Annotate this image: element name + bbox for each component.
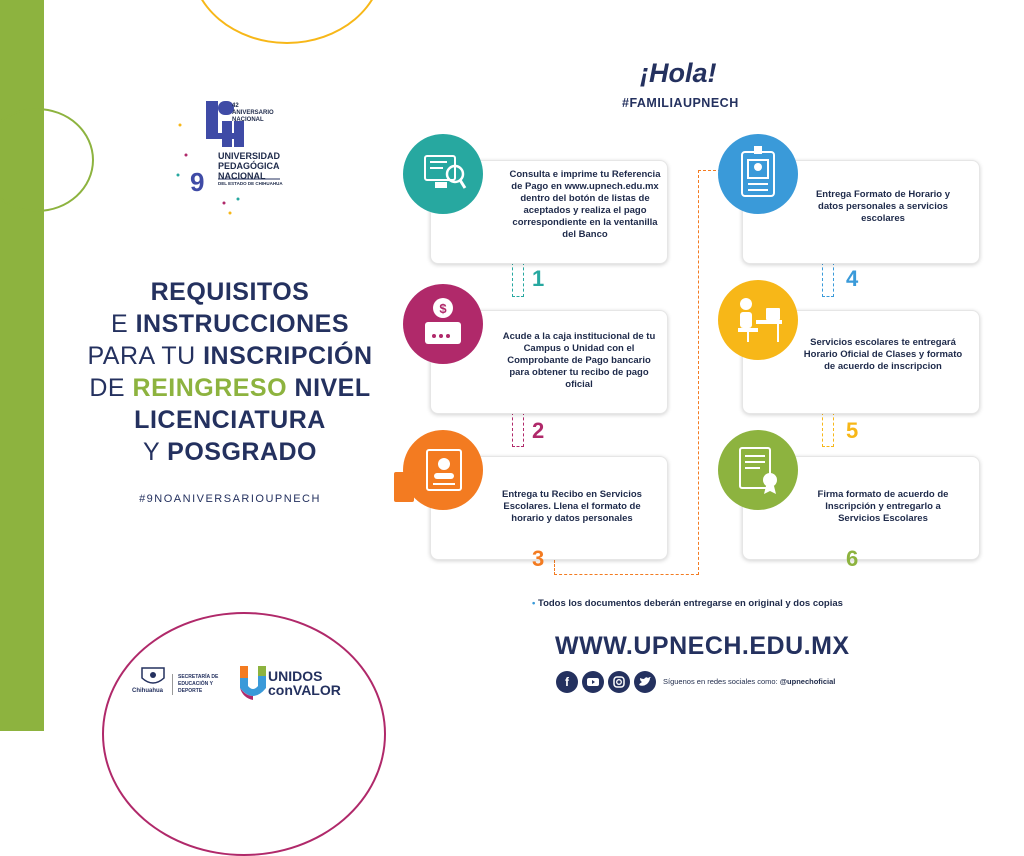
step-number: 1 bbox=[532, 266, 545, 291]
logo-name-line1: UNIVERSIDAD bbox=[218, 151, 281, 161]
title-word: PARA TU bbox=[87, 342, 204, 370]
title-word: REQUISITOS bbox=[150, 278, 310, 306]
payment-card-icon bbox=[403, 284, 483, 364]
title-word: NIVEL bbox=[287, 374, 371, 402]
logo-state-text: DEL ESTADO DE CHIHUAHUA bbox=[218, 181, 283, 186]
con-valor-text: conVALOR bbox=[268, 682, 341, 698]
decorative-yellow-circle bbox=[190, 0, 384, 44]
step-text: Servicios escolares te entregará Horario Oficial de Clases y formato de acuerdo de inscripcion bbox=[803, 337, 963, 372]
greeting-heading: ¡Hola! bbox=[640, 58, 717, 88]
instagram-icon[interactable] bbox=[608, 671, 630, 693]
step-icon-circle bbox=[403, 430, 483, 510]
id-badge-icon bbox=[718, 134, 798, 214]
connector-line bbox=[512, 412, 524, 447]
title-word: INSTRUCCIONES bbox=[135, 310, 350, 338]
title-word: E bbox=[110, 310, 136, 338]
certificate-icon bbox=[718, 430, 798, 510]
social-follow-text bbox=[663, 677, 835, 686]
step-number: 6 bbox=[846, 546, 859, 571]
title-word: POSGRADO bbox=[167, 438, 318, 466]
title-word: REINGRESO bbox=[132, 374, 288, 402]
step-text: Entrega tu Recibo en Servicios Escolares. Llena el formato de horario y datos personales bbox=[502, 489, 642, 524]
step-icon-circle bbox=[718, 280, 798, 360]
connector-line bbox=[822, 262, 834, 297]
logo-nine-years: 9 bbox=[190, 167, 205, 197]
gov-secretary-name: SECRETARÍA DE EDUCACIÓN Y DEPORTE bbox=[172, 674, 238, 695]
title-word: INSCRIPCIÓN bbox=[203, 342, 373, 370]
logo-name-line2: PEDAGÓGICA bbox=[218, 161, 280, 171]
step-text: Entrega Formato de Horario y datos personales a servicios escolares bbox=[815, 189, 951, 224]
step-text: Consulta e imprime tu Referencia de Pago en www.upnech.edu.mx dentro del botón de listas de aceptados y realiza el pago correspondiente en la ventanilla del Banco bbox=[509, 169, 661, 240]
title-word: Y bbox=[142, 438, 168, 466]
facebook-icon[interactable]: f bbox=[556, 671, 578, 693]
step-number: 5 bbox=[846, 418, 859, 443]
website-link[interactable]: WWW.UPNECH.EDU.MX bbox=[555, 632, 850, 660]
logo-name-line3: NACIONAL bbox=[218, 171, 266, 181]
chihuahua-government-logo bbox=[130, 666, 230, 706]
step-icon-circle bbox=[403, 134, 483, 214]
title-word: DE bbox=[89, 374, 133, 402]
step-text: Acude a la caja institucional de tu Campus o Unidad con el Comprobante de Pago bancario para obtener tu recibo de pago oficial bbox=[502, 331, 656, 390]
family-hashtag: #FAMILIAUPNECH bbox=[622, 96, 739, 110]
anniversary-hashtag: #9NOANIVERSARIOUPNECH bbox=[139, 493, 321, 505]
upn-anniversary-logo bbox=[170, 95, 290, 220]
step-number: 2 bbox=[532, 418, 545, 443]
social-prefix: Síguenos en redes sociales como: bbox=[663, 677, 780, 686]
shield-icon bbox=[138, 666, 168, 688]
connector-line bbox=[698, 170, 741, 575]
step-number: 3 bbox=[532, 546, 545, 571]
connector-line bbox=[822, 412, 834, 447]
connector-line bbox=[554, 560, 699, 575]
logo-anniversary-text: 42 ANIVERSARIO NACIONAL bbox=[232, 103, 274, 123]
page-title bbox=[60, 276, 400, 468]
note-text: Todos los documentos deberán entregarse en original y dos copias bbox=[537, 598, 843, 609]
computer-search-icon bbox=[403, 134, 483, 214]
unidos-text: UNIDOS bbox=[268, 668, 323, 684]
colorful-u-icon bbox=[238, 662, 268, 700]
twitter-icon[interactable] bbox=[634, 671, 656, 693]
social-handle[interactable]: @upnechoficial bbox=[779, 677, 836, 686]
title-word: LICENCIATURA bbox=[134, 406, 326, 434]
decorative-green-circle bbox=[0, 108, 94, 212]
decorative-magenta-circle bbox=[102, 612, 386, 856]
gov-city-name: Chihuahua bbox=[132, 688, 163, 694]
documents-note bbox=[532, 598, 843, 609]
id-documents-icon bbox=[403, 430, 483, 510]
step-icon-circle bbox=[403, 284, 483, 364]
step-number: 4 bbox=[846, 266, 859, 291]
bullet-dot: • bbox=[532, 598, 538, 609]
youtube-icon[interactable] bbox=[582, 671, 604, 693]
step-icon-circle bbox=[718, 430, 798, 510]
document-stack-icon bbox=[394, 472, 414, 502]
logo-university-name bbox=[218, 151, 308, 181]
step-icon-circle bbox=[718, 134, 798, 214]
unidos-con-valor-logo bbox=[238, 662, 358, 702]
svg-text:$: $ bbox=[439, 301, 447, 316]
connector-line bbox=[512, 262, 524, 297]
step-text: Firma formato de acuerdo de Inscripción y entregarlo a Servicios Escolares bbox=[817, 489, 949, 524]
office-desk-icon bbox=[718, 280, 798, 360]
